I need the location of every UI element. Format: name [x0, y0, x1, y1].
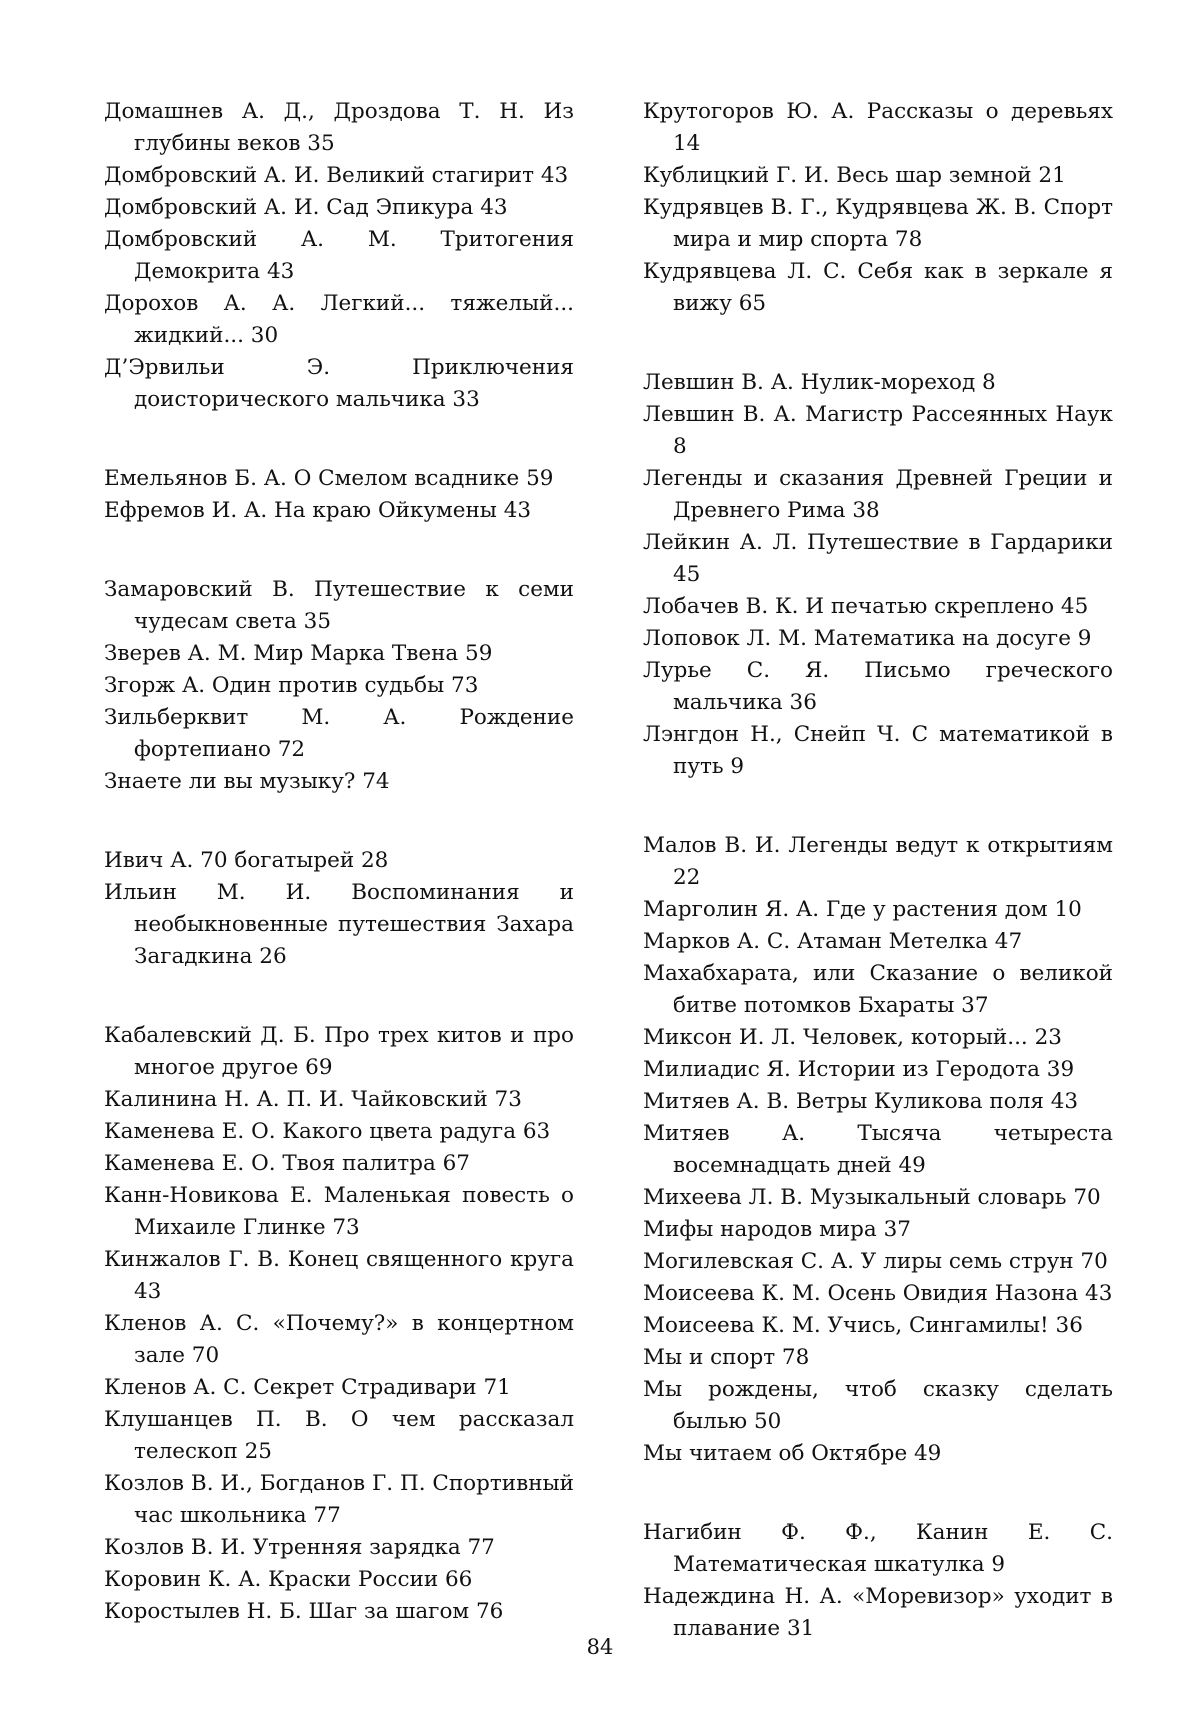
- index-entry: Лурье С. Я. Письмо греческого мальчика 36: [643, 658, 1113, 715]
- index-entry: Знаете ли вы музыку? 74: [104, 769, 390, 794]
- index-entry: Марков А. С. Атаман Метелка 47: [643, 929, 1023, 954]
- index-entry: Ивич А. 70 богатырей 28: [104, 848, 389, 873]
- index-entry: Кудрявцев В. Г., Кудрявцева Ж. В. Спорт мира и мир спорта 78: [643, 195, 1113, 252]
- index-letter-group: [104, 463, 574, 527]
- index-entry: Малов В. И. Легенды ведут к открытиям 22: [643, 833, 1113, 890]
- index-entry: Ефремов И. А. На краю Ойкумены 43: [104, 498, 532, 523]
- index-entry: Каменева Е. О. Твоя палитра 67: [104, 1151, 470, 1176]
- index-entry: Калинина Н. А. П. И. Чайковский 73: [104, 1087, 522, 1112]
- index-entry: Дорохов А. А. Легкий... тяжелый... жидкий... 30: [104, 291, 574, 348]
- index-entry: Каменева Е. О. Какого цвета радуга 63: [104, 1119, 551, 1144]
- index-entry: Моисеева К. М. Учись, Сингамилы! 36: [643, 1313, 1083, 1338]
- index-entry: Моисеева К. М. Осень Овидия Назона 43: [643, 1281, 1113, 1306]
- index-entry: Зверев А. М. Мир Марка Твена 59: [104, 641, 493, 666]
- index-entry: Кленов А. С. «Почему?» в концертном зале 70: [104, 1311, 574, 1368]
- index-entry: Крутогоров Ю. А. Рассказы о деревьях 14: [643, 99, 1113, 156]
- index-entry: Лейкин А. Л. Путешествие в Гардарики 45: [643, 530, 1113, 587]
- index-entry: Нагибин Ф. Ф., Канин Е. С. Математическая шкатулка 9: [643, 1520, 1113, 1577]
- index-entry: Клушанцев П. В. О чем рассказал телескоп 25: [104, 1407, 574, 1464]
- index-entry: Кленов А. С. Секрет Страдивари 71: [104, 1375, 511, 1400]
- index-column-right: [643, 96, 1113, 1645]
- index-entry: Кублицкий Г. И. Весь шар земной 21: [643, 163, 1066, 188]
- index-letter-group: [104, 1020, 574, 1628]
- index-letter-group: [643, 1517, 1113, 1645]
- index-entry: Левшин В. А. Магистр Рассеянных Наук 8: [643, 402, 1113, 459]
- index-entry: Митяев А. В. Ветры Куликова поля 43: [643, 1089, 1079, 1114]
- index-entry: Левшин В. А. Нулик-мореход 8: [643, 370, 996, 395]
- index-entry: Домбровский А. И. Великий стагирит 43: [104, 163, 569, 188]
- index-entry: Домбровский А. И. Сад Эпикура 43: [104, 195, 508, 220]
- index-letter-group: [643, 830, 1113, 1470]
- index-entry: Митяев А. Тысяча четыреста восемнадцать дней 49: [643, 1121, 1113, 1178]
- index-letter-group: [643, 367, 1113, 783]
- index-letter-group: [104, 845, 574, 973]
- index-entry: Мы рождены, чтоб сказку сделать былью 50: [643, 1377, 1113, 1434]
- index-entry: Зильберквит М. А. Рождение фортепиано 72: [104, 705, 574, 762]
- index-letter-group: [104, 574, 574, 798]
- index-entry: Канн-Новикова Е. Маленькая повесть о Михаиле Глинке 73: [104, 1183, 574, 1240]
- index-entry: Емельянов Б. А. О Смелом всаднике 59: [104, 466, 554, 491]
- index-entry: Домбровский А. М. Тритогения Демокрита 43: [104, 227, 574, 284]
- index-entry: Лэнгдон Н., Снейп Ч. С математикой в путь 9: [643, 722, 1113, 779]
- index-entry: Марголин Я. А. Где у растения дом 10: [643, 897, 1082, 922]
- page-number: 84: [586, 1635, 614, 1659]
- index-entry: Легенды и сказания Древней Греции и Древнего Рима 38: [643, 466, 1113, 523]
- index-entry: Миксон И. Л. Человек, который... 23: [643, 1025, 1062, 1050]
- index-entry: Мы читаем об Октябре 49: [643, 1441, 942, 1466]
- index-entry: Кудрявцева Л. С. Себя как в зеркале я вижу 65: [643, 259, 1113, 316]
- index-entry: Мы и спорт 78: [643, 1345, 810, 1370]
- index-entry: Ильин М. И. Воспоминания и необыкновенные путешествия Захара Загадкина 26: [104, 880, 574, 969]
- index-entry: Кабалевский Д. Б. Про трех китов и про многое другое 69: [104, 1023, 574, 1080]
- index-entry: Могилевская С. А. У лиры семь струн 70: [643, 1249, 1108, 1274]
- index-entry: Кинжалов Г. В. Конец священного круга 43: [104, 1247, 574, 1304]
- index-entry: Милиадис Я. Истории из Геродота 39: [643, 1057, 1075, 1082]
- index-entry: Коростылев Н. Б. Шаг за шагом 76: [104, 1599, 504, 1624]
- index-entry: Козлов В. И. Утренняя зарядка 77: [104, 1535, 495, 1560]
- index-entry: Махабхарата, или Сказание о великой битве потомков Бхараты 37: [643, 961, 1113, 1018]
- index-entry: Мифы народов мира 37: [643, 1217, 911, 1242]
- index-entry: Козлов В. И., Богданов Г. П. Спортивный час школьника 77: [104, 1471, 574, 1528]
- index-entry: Домашнев А. Д., Дроздова Т. Н. Из глубины веков 35: [104, 99, 574, 156]
- index-letter-group: [643, 96, 1113, 320]
- index-entry: Лоповок Л. М. Математика на досуге 9: [643, 626, 1092, 651]
- index-entry: Згорж А. Один против судьбы 73: [104, 673, 479, 698]
- index-entry: Д’Эрвильи Э. Приключения доисторического мальчика 33: [104, 355, 574, 412]
- index-entry: Лобачев В. К. И печатью скреплено 45: [643, 594, 1089, 619]
- index-letter-group: [104, 96, 574, 416]
- index-entry: Коровин К. А. Краски России 66: [104, 1567, 473, 1592]
- index-entry: Замаровский В. Путешествие к семи чудесам света 35: [104, 577, 574, 634]
- index-entry: Михеева Л. В. Музыкальный словарь 70: [643, 1185, 1101, 1210]
- index-entry: Надеждина Н. А. «Моревизор» уходит в плавание 31: [643, 1584, 1113, 1641]
- index-column-left: [104, 96, 574, 1628]
